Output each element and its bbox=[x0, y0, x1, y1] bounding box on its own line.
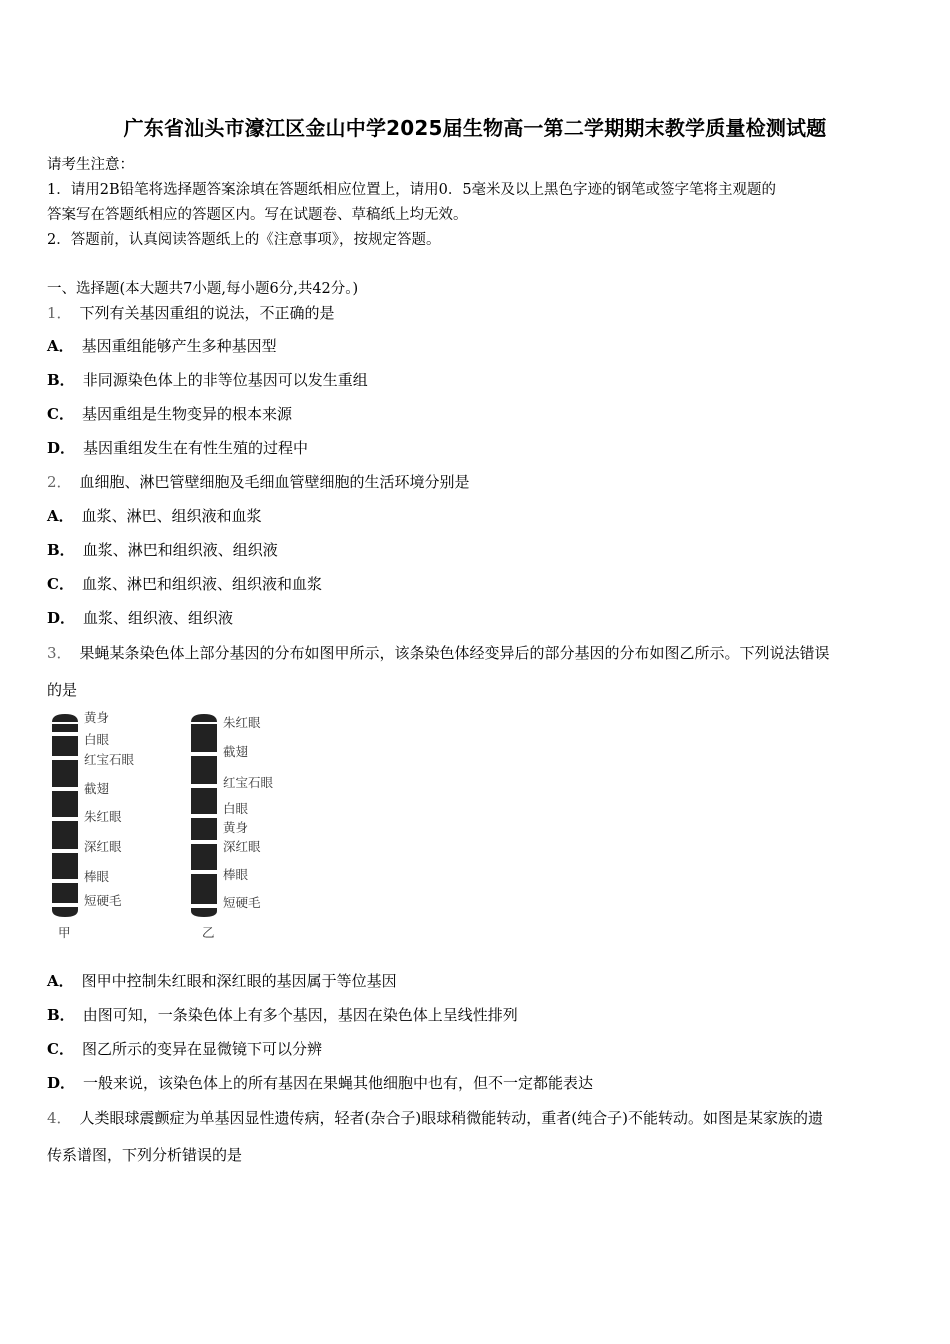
gene-label: 白眼 bbox=[223, 801, 249, 816]
right-gene-labels bbox=[223, 715, 274, 910]
page-title: 广东省汕头市濠江区金山中学2025届生物高一第二学期期末教学质量检测试题 bbox=[123, 116, 827, 140]
chromosome-band bbox=[52, 714, 78, 722]
chromosome-band bbox=[52, 724, 78, 732]
q1-option-b: B． 非同源染色体上的非等位基因可以发生重组 bbox=[47, 371, 368, 389]
chromosome-band bbox=[191, 908, 217, 917]
chromosome-band bbox=[191, 844, 217, 870]
figure-label-jia: 甲 bbox=[58, 925, 71, 940]
chromosome-band bbox=[52, 907, 78, 917]
question-number: 2． bbox=[47, 473, 72, 491]
chromosome-band bbox=[191, 874, 217, 904]
gene-label: 黄身 bbox=[84, 710, 110, 725]
figure-label-yi: 乙 bbox=[202, 925, 215, 940]
question-number: 1． bbox=[47, 304, 72, 322]
section-heading: 一、选择题(本大题共7小题,每小题6分,共42分。) bbox=[47, 281, 359, 297]
chromosome-band bbox=[52, 853, 78, 879]
question-2 bbox=[47, 471, 470, 492]
question-text: 人类眼球震颤症为单基因显性遗传病，轻者(杂合子)眼球稍微能转动，重者(纯合子)不能转动。如图是某家族的遗 bbox=[79, 1109, 823, 1127]
question-4-cont: 传系谱图，下列分析错误的是 bbox=[47, 1146, 243, 1164]
gene-label: 短硬毛 bbox=[84, 893, 122, 908]
question-number: 4． bbox=[47, 1109, 72, 1127]
question-3 bbox=[47, 642, 830, 663]
gene-label: 白眼 bbox=[84, 732, 110, 747]
q3-option-c: C． 图乙所示的变异在显微镜下可以分辨 bbox=[47, 1040, 322, 1058]
q3-option-d: D． 一般来说，该染色体上的所有基因在果蝇其他细胞中也有，但不一定都能表达 bbox=[47, 1074, 594, 1092]
chromosome-band bbox=[52, 883, 78, 903]
q1-option-d: D． 基因重组发生在有性生殖的过程中 bbox=[47, 439, 309, 457]
chromosome-band bbox=[52, 760, 78, 787]
gene-label: 棒眼 bbox=[223, 867, 249, 882]
gene-label: 截翅 bbox=[84, 781, 110, 796]
chromosome-band bbox=[191, 714, 217, 722]
q3-option-b: B． 由图可知，一条染色体上有多个基因，基因在染色体上呈线性排列 bbox=[47, 1006, 518, 1024]
notice-line-1: 1．请用2B铅笔将选择题答案涂填在答题纸相应位置上，请用0．5毫米及以上黑色字迹的钢笔或签字笔将主观题的 bbox=[47, 182, 777, 198]
chromosome-jia bbox=[52, 714, 78, 917]
question-4 bbox=[47, 1107, 823, 1128]
q2-option-c: C． 血浆、淋巴和组织液、组织液和血浆 bbox=[47, 575, 322, 593]
left-gene-labels bbox=[84, 710, 135, 908]
chromosome-band bbox=[191, 756, 217, 784]
gene-label: 黄身 bbox=[223, 820, 249, 835]
question-text: 血细胞、淋巴管壁细胞及毛细血管壁细胞的生活环境分别是 bbox=[79, 473, 470, 491]
notice-line-2: 答案写在答题纸相应的答题区内。写在试题卷、草稿纸上均无效。 bbox=[47, 207, 468, 223]
gene-label: 截翅 bbox=[223, 744, 249, 759]
chromosome-band bbox=[191, 724, 217, 752]
q3-option-a: A． 图甲中控制朱红眼和深红眼的基因属于等位基因 bbox=[47, 972, 397, 990]
chromosome-band bbox=[52, 736, 78, 756]
q2-option-a: A． 血浆、淋巴、组织液和血浆 bbox=[47, 507, 262, 525]
chromosome-band bbox=[52, 821, 78, 849]
question-text: 果蝇某条染色体上部分基因的分布如图甲所示，该条染色体经变异后的部分基因的分布如图乙所示。下列说法错误 bbox=[79, 644, 830, 662]
chromosome-yi bbox=[191, 714, 217, 917]
q2-option-b: B． 血浆、淋巴和组织液、组织液 bbox=[47, 541, 278, 559]
q2-option-d: D． 血浆、组织液、组织液 bbox=[47, 609, 234, 627]
gene-label: 棒眼 bbox=[84, 869, 110, 884]
chromosome-figure bbox=[46, 708, 306, 948]
question-1 bbox=[47, 302, 335, 323]
question-number: 3． bbox=[47, 644, 72, 662]
notice-heading: 请考生注意： bbox=[47, 157, 134, 173]
chromosome-band bbox=[191, 818, 217, 840]
gene-label: 红宝石眼 bbox=[223, 775, 274, 790]
question-3-cont: 的是 bbox=[47, 681, 78, 699]
gene-label: 红宝石眼 bbox=[84, 752, 135, 767]
q1-option-c: C． 基因重组是生物变异的根本来源 bbox=[47, 405, 292, 423]
notice-line-3: 2．答题前，认真阅读答题纸上的《注意事项》，按规定答题。 bbox=[47, 232, 441, 248]
gene-label: 深红眼 bbox=[84, 839, 122, 854]
q1-option-a: A． 基因重组能够产生多种基因型 bbox=[47, 337, 277, 355]
chromosome-band bbox=[191, 788, 217, 814]
gene-label: 朱红眼 bbox=[223, 715, 261, 730]
question-text: 下列有关基因重组的说法，不正确的是 bbox=[79, 304, 335, 322]
gene-label: 深红眼 bbox=[223, 839, 261, 854]
gene-label: 短硬毛 bbox=[223, 895, 261, 910]
chromosome-band bbox=[52, 791, 78, 817]
gene-label: 朱红眼 bbox=[84, 809, 122, 824]
